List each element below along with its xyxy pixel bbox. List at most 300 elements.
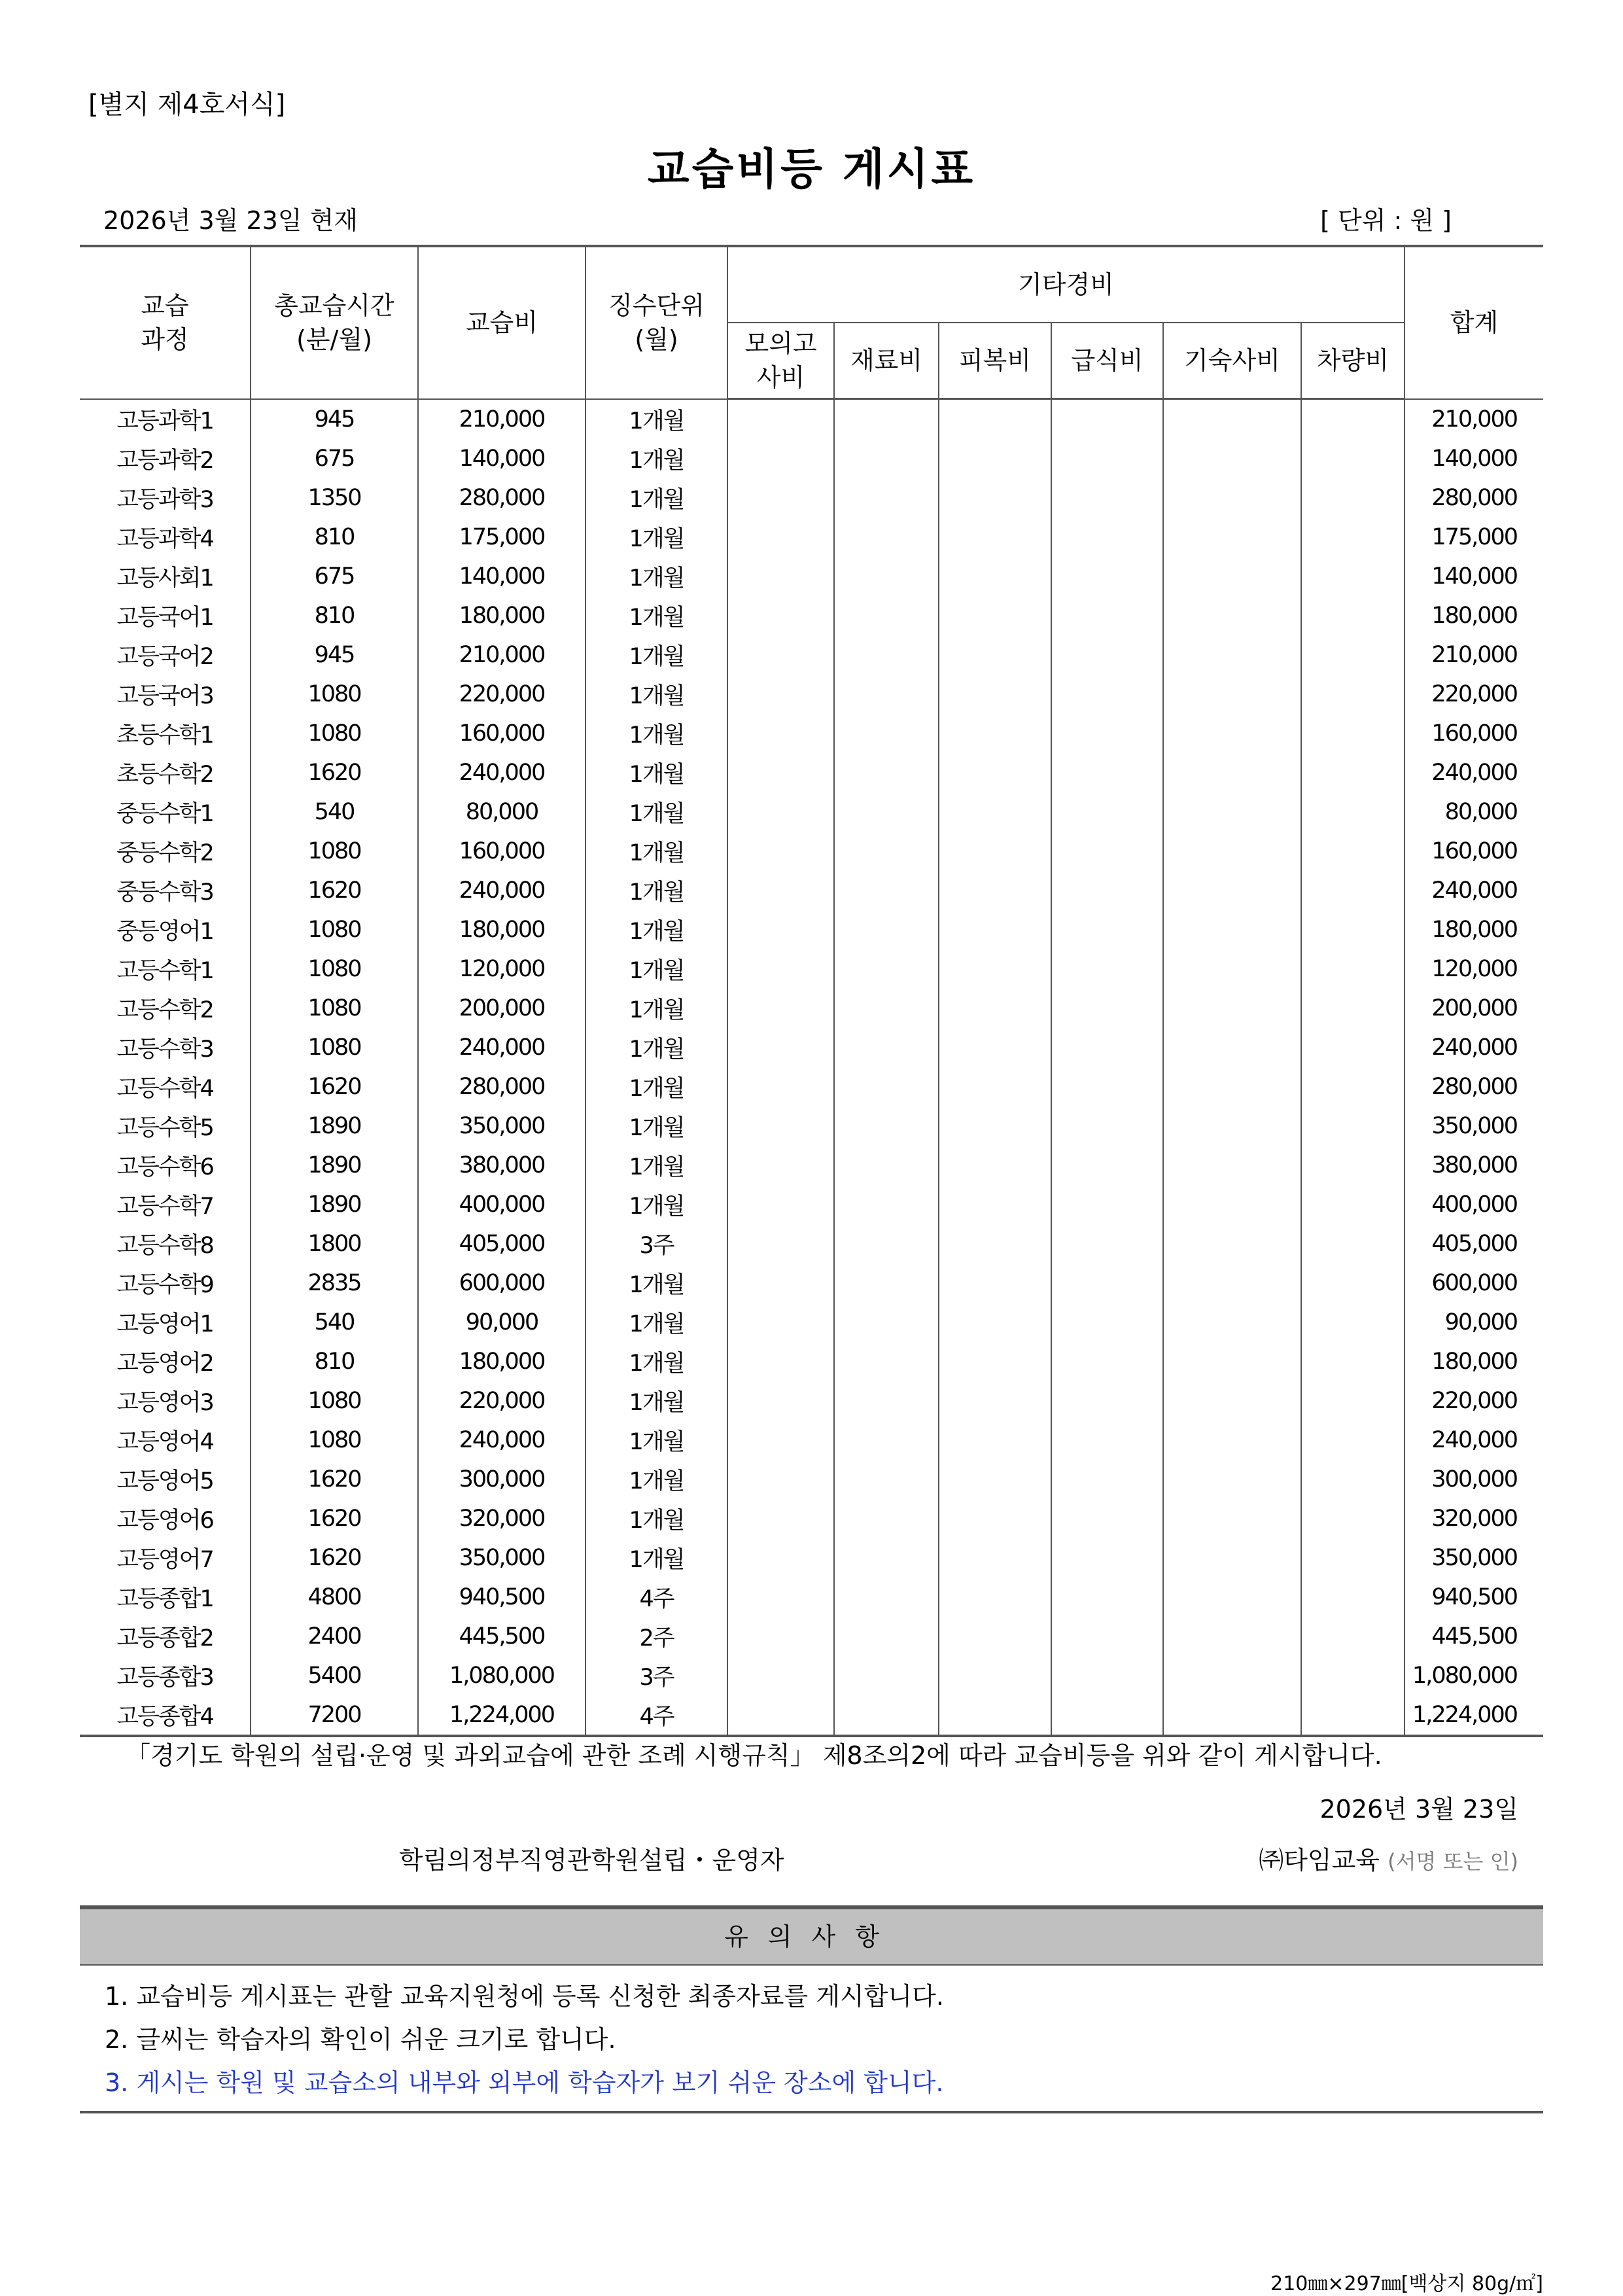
materials-cell xyxy=(834,478,939,518)
dormitory-cell xyxy=(1163,439,1301,478)
mock-exam-cell xyxy=(727,1263,834,1303)
fee-cell: 240,000 xyxy=(418,753,585,792)
collection-unit-cell: 3주 xyxy=(585,1656,727,1695)
mock-exam-cell xyxy=(727,714,834,753)
hours-cell: 1080 xyxy=(251,675,418,714)
total-cell: 220,000 xyxy=(1405,1381,1543,1421)
clothing-cell xyxy=(939,1028,1051,1067)
collection-unit-cell: 4주 xyxy=(585,1578,727,1617)
total-cell: 405,000 xyxy=(1405,1224,1543,1263)
fee-cell: 445,500 xyxy=(418,1617,585,1656)
materials-cell xyxy=(834,1460,939,1499)
dormitory-cell xyxy=(1163,1106,1301,1146)
total-cell: 1,224,000 xyxy=(1405,1695,1543,1736)
total-cell: 280,000 xyxy=(1405,478,1543,518)
fee-cell: 200,000 xyxy=(418,989,585,1028)
mock-exam-cell xyxy=(727,399,834,440)
hours-cell: 1080 xyxy=(251,910,418,949)
materials-cell xyxy=(834,949,939,989)
dormitory-cell xyxy=(1163,832,1301,871)
collection-unit-cell: 1개월 xyxy=(585,910,727,949)
materials-cell xyxy=(834,518,939,557)
vehicle-cell xyxy=(1301,792,1405,832)
header-hours xyxy=(251,246,418,399)
collection-unit-cell: 1개월 xyxy=(585,1028,727,1067)
table-row xyxy=(80,871,1543,910)
meals-cell xyxy=(1051,635,1163,675)
clothing-cell xyxy=(939,518,1051,557)
mock-exam-cell xyxy=(727,910,834,949)
mock-exam-cell xyxy=(727,1617,834,1656)
header-course xyxy=(80,246,251,399)
dormitory-cell xyxy=(1163,1617,1301,1656)
hours-cell: 1890 xyxy=(251,1185,418,1224)
mock-exam-cell xyxy=(727,1695,834,1736)
meals-cell xyxy=(1051,1578,1163,1617)
vehicle-cell xyxy=(1301,1106,1405,1146)
meals-cell xyxy=(1051,792,1163,832)
hours-cell: 810 xyxy=(251,1342,418,1381)
dormitory-cell xyxy=(1163,1381,1301,1421)
dormitory-cell xyxy=(1163,596,1301,635)
table-row xyxy=(80,1342,1543,1381)
vehicle-cell xyxy=(1301,478,1405,518)
vehicle-cell xyxy=(1301,1695,1405,1736)
meals-cell xyxy=(1051,1067,1163,1106)
operator-signature xyxy=(1259,1840,1518,1876)
table-row xyxy=(80,635,1543,675)
clothing-cell xyxy=(939,635,1051,675)
collection-unit-cell: 1개월 xyxy=(585,792,727,832)
total-cell: 140,000 xyxy=(1405,557,1543,596)
header-meals: 급식비 xyxy=(1051,323,1163,399)
vehicle-cell xyxy=(1301,1381,1405,1421)
collection-unit-cell: 3주 xyxy=(585,1224,727,1263)
meals-cell xyxy=(1051,518,1163,557)
materials-cell xyxy=(834,910,939,949)
course-cell: 고등수학9 xyxy=(80,1263,251,1303)
meals-cell xyxy=(1051,1263,1163,1303)
total-cell: 1,080,000 xyxy=(1405,1656,1543,1695)
materials-cell xyxy=(834,1342,939,1381)
vehicle-cell xyxy=(1301,635,1405,675)
dormitory-cell xyxy=(1163,518,1301,557)
dormitory-cell xyxy=(1163,949,1301,989)
total-cell: 600,000 xyxy=(1405,1263,1543,1303)
vehicle-cell xyxy=(1301,596,1405,635)
fee-cell: 180,000 xyxy=(418,1342,585,1381)
notes-list xyxy=(80,1966,1543,2111)
dormitory-cell xyxy=(1163,714,1301,753)
table-row xyxy=(80,1381,1543,1421)
hours-cell: 1620 xyxy=(251,1460,418,1499)
table-row xyxy=(80,518,1543,557)
hours-cell: 5400 xyxy=(251,1656,418,1695)
mock-exam-cell xyxy=(727,596,834,635)
materials-cell xyxy=(834,1263,939,1303)
collection-unit-cell: 1개월 xyxy=(585,1303,727,1342)
table-row xyxy=(80,1656,1543,1695)
hours-cell: 945 xyxy=(251,635,418,675)
clothing-cell xyxy=(939,1263,1051,1303)
hours-cell: 1080 xyxy=(251,949,418,989)
collection-unit-cell: 1개월 xyxy=(585,1499,727,1538)
materials-cell xyxy=(834,1578,939,1617)
mock-exam-cell xyxy=(727,1421,834,1460)
total-cell: 80,000 xyxy=(1405,792,1543,832)
mock-exam-cell xyxy=(727,753,834,792)
collection-unit-cell: 1개월 xyxy=(585,439,727,478)
header-fee: 교습비 xyxy=(418,246,585,399)
total-cell: 120,000 xyxy=(1405,949,1543,989)
course-cell: 중등영어1 xyxy=(80,910,251,949)
vehicle-cell xyxy=(1301,1421,1405,1460)
header-other-expenses: 기타경비 xyxy=(727,246,1405,323)
dormitory-cell xyxy=(1163,1578,1301,1617)
meals-cell xyxy=(1051,1656,1163,1695)
materials-cell xyxy=(834,832,939,871)
collection-unit-cell: 1개월 xyxy=(585,675,727,714)
course-cell: 고등국어2 xyxy=(80,635,251,675)
total-cell: 160,000 xyxy=(1405,714,1543,753)
course-cell: 고등과학1 xyxy=(80,399,251,440)
course-cell: 고등종합1 xyxy=(80,1578,251,1617)
clothing-cell xyxy=(939,1342,1051,1381)
meals-cell xyxy=(1051,989,1163,1028)
total-cell: 240,000 xyxy=(1405,753,1543,792)
form-label: [별지 제4호서식] xyxy=(88,90,286,120)
table-row xyxy=(80,1538,1543,1578)
hours-cell: 810 xyxy=(251,596,418,635)
hours-cell: 675 xyxy=(251,439,418,478)
collection-unit-cell: 1개월 xyxy=(585,832,727,871)
vehicle-cell xyxy=(1301,871,1405,910)
total-cell: 350,000 xyxy=(1405,1106,1543,1146)
total-cell: 175,000 xyxy=(1405,518,1543,557)
total-cell: 300,000 xyxy=(1405,1460,1543,1499)
fee-cell: 210,000 xyxy=(418,635,585,675)
table-row xyxy=(80,910,1543,949)
mock-exam-cell xyxy=(727,478,834,518)
collection-unit-cell: 1개월 xyxy=(585,949,727,989)
fee-cell: 240,000 xyxy=(418,1028,585,1067)
notes-box xyxy=(80,1905,1543,2113)
vehicle-cell xyxy=(1301,1028,1405,1067)
collection-unit-cell: 1개월 xyxy=(585,557,727,596)
mock-exam-cell xyxy=(727,1028,834,1067)
meals-cell xyxy=(1051,1303,1163,1342)
total-cell: 280,000 xyxy=(1405,1067,1543,1106)
course-cell: 고등과학3 xyxy=(80,478,251,518)
materials-cell xyxy=(834,753,939,792)
hours-cell: 945 xyxy=(251,399,418,440)
materials-cell xyxy=(834,557,939,596)
table-row xyxy=(80,753,1543,792)
table-row xyxy=(80,949,1543,989)
materials-cell xyxy=(834,1185,939,1224)
clothing-cell xyxy=(939,1185,1051,1224)
table-row xyxy=(80,714,1543,753)
total-cell: 180,000 xyxy=(1405,596,1543,635)
materials-cell xyxy=(834,596,939,635)
legal-statement: 「경기도 학원의 설립·운영 및 과외교습에 관한 조례 시행규칙」 제8조의2에 따라 교습비등을 위와 같이 게시합니다. xyxy=(126,1741,1382,1770)
dormitory-cell xyxy=(1163,1303,1301,1342)
vehicle-cell xyxy=(1301,399,1405,440)
materials-cell xyxy=(834,714,939,753)
vehicle-cell xyxy=(1301,1146,1405,1185)
header-hours-label: 총교습시간 (분/월) xyxy=(274,291,394,355)
mock-exam-cell xyxy=(727,1656,834,1695)
meals-cell xyxy=(1051,1028,1163,1067)
meals-cell xyxy=(1051,478,1163,518)
total-cell: 320,000 xyxy=(1405,1499,1543,1538)
hours-cell: 1350 xyxy=(251,478,418,518)
dormitory-cell xyxy=(1163,1028,1301,1067)
fee-cell: 80,000 xyxy=(418,792,585,832)
mock-exam-cell xyxy=(727,518,834,557)
fee-cell: 180,000 xyxy=(418,596,585,635)
hours-cell: 1890 xyxy=(251,1106,418,1146)
paper-size-note: 210㎜×297㎜[백상지 80g/㎡] xyxy=(1270,2272,1543,2295)
hours-cell: 540 xyxy=(251,792,418,832)
materials-cell xyxy=(834,1421,939,1460)
course-cell: 고등수학7 xyxy=(80,1185,251,1224)
clothing-cell xyxy=(939,1460,1051,1499)
clothing-cell xyxy=(939,1499,1051,1538)
fee-cell: 280,000 xyxy=(418,1067,585,1106)
collection-unit-cell: 1개월 xyxy=(585,1421,727,1460)
clothing-cell xyxy=(939,832,1051,871)
materials-cell xyxy=(834,675,939,714)
vehicle-cell xyxy=(1301,1460,1405,1499)
vehicle-cell xyxy=(1301,1185,1405,1224)
course-cell: 초등수학1 xyxy=(80,714,251,753)
course-cell: 고등사회1 xyxy=(80,557,251,596)
collection-unit-cell: 1개월 xyxy=(585,1185,727,1224)
vehicle-cell xyxy=(1301,675,1405,714)
meals-cell xyxy=(1051,675,1163,714)
meals-cell xyxy=(1051,557,1163,596)
materials-cell xyxy=(834,1538,939,1578)
table-row xyxy=(80,1421,1543,1460)
dormitory-cell xyxy=(1163,675,1301,714)
total-cell: 180,000 xyxy=(1405,910,1543,949)
hours-cell: 4800 xyxy=(251,1578,418,1617)
clothing-cell xyxy=(939,675,1051,714)
notes-heading: 유의사항 xyxy=(80,1909,1543,1966)
dormitory-cell xyxy=(1163,399,1301,440)
hours-cell: 1620 xyxy=(251,753,418,792)
course-cell: 고등국어1 xyxy=(80,596,251,635)
meals-cell xyxy=(1051,1185,1163,1224)
meals-cell xyxy=(1051,910,1163,949)
materials-cell xyxy=(834,1381,939,1421)
mock-exam-cell xyxy=(727,1067,834,1106)
dormitory-cell xyxy=(1163,792,1301,832)
dormitory-cell xyxy=(1163,557,1301,596)
collection-unit-cell: 1개월 xyxy=(585,635,727,675)
header-course-label: 교습 과정 xyxy=(141,291,189,355)
course-cell: 고등영어2 xyxy=(80,1342,251,1381)
fee-cell: 140,000 xyxy=(418,557,585,596)
vehicle-cell xyxy=(1301,1224,1405,1263)
course-cell: 고등영어4 xyxy=(80,1421,251,1460)
hours-cell: 1080 xyxy=(251,1381,418,1421)
total-cell: 140,000 xyxy=(1405,439,1543,478)
fee-cell: 400,000 xyxy=(418,1185,585,1224)
fee-cell: 380,000 xyxy=(418,1146,585,1185)
vehicle-cell xyxy=(1301,1617,1405,1656)
mock-exam-cell xyxy=(727,1578,834,1617)
mock-exam-cell xyxy=(727,1224,834,1263)
table-row xyxy=(80,1263,1543,1303)
table-row xyxy=(80,1185,1543,1224)
materials-cell xyxy=(834,439,939,478)
clothing-cell xyxy=(939,1617,1051,1656)
hours-cell: 2400 xyxy=(251,1617,418,1656)
total-cell: 200,000 xyxy=(1405,989,1543,1028)
total-cell: 90,000 xyxy=(1405,1303,1543,1342)
hours-cell: 810 xyxy=(251,518,418,557)
hours-cell: 1080 xyxy=(251,714,418,753)
fee-cell: 350,000 xyxy=(418,1538,585,1578)
header-dormitory: 기숙사비 xyxy=(1163,323,1301,399)
hours-cell: 1620 xyxy=(251,871,418,910)
vehicle-cell xyxy=(1301,1067,1405,1106)
dormitory-cell xyxy=(1163,1695,1301,1736)
meals-cell xyxy=(1051,1460,1163,1499)
clothing-cell xyxy=(939,1421,1051,1460)
collection-unit-cell: 1개월 xyxy=(585,596,727,635)
table-row xyxy=(80,1028,1543,1067)
dormitory-cell xyxy=(1163,1421,1301,1460)
collection-unit-cell: 1개월 xyxy=(585,1342,727,1381)
fee-cell: 300,000 xyxy=(418,1460,585,1499)
table-row xyxy=(80,1578,1543,1617)
operator-label: 학림의정부직영관학원설립・운영자 xyxy=(399,1846,784,1875)
materials-cell xyxy=(834,1617,939,1656)
fee-cell: 160,000 xyxy=(418,714,585,753)
fee-cell: 90,000 xyxy=(418,1303,585,1342)
clothing-cell xyxy=(939,478,1051,518)
clothing-cell xyxy=(939,714,1051,753)
vehicle-cell xyxy=(1301,753,1405,792)
dormitory-cell xyxy=(1163,635,1301,675)
fee-cell: 180,000 xyxy=(418,910,585,949)
vehicle-cell xyxy=(1301,518,1405,557)
posting-date: 2026년 3월 23일 xyxy=(1319,1795,1518,1824)
clothing-cell xyxy=(939,989,1051,1028)
fee-cell: 210,000 xyxy=(418,399,585,440)
vehicle-cell xyxy=(1301,1578,1405,1617)
hours-cell: 1620 xyxy=(251,1538,418,1578)
materials-cell xyxy=(834,989,939,1028)
materials-cell xyxy=(834,1656,939,1695)
meals-cell xyxy=(1051,753,1163,792)
mock-exam-cell xyxy=(727,1146,834,1185)
mock-exam-cell xyxy=(727,1106,834,1146)
course-cell: 고등수학1 xyxy=(80,949,251,989)
mock-exam-cell xyxy=(727,989,834,1028)
clothing-cell xyxy=(939,596,1051,635)
collection-unit-cell: 1개월 xyxy=(585,1460,727,1499)
total-cell: 240,000 xyxy=(1405,871,1543,910)
fee-cell: 320,000 xyxy=(418,1499,585,1538)
clothing-cell xyxy=(939,1106,1051,1146)
hours-cell: 1620 xyxy=(251,1067,418,1106)
note-item-2: 2. 글씨는 학습자의 확인이 쉬운 크기로 합니다. xyxy=(105,2025,616,2054)
hours-cell: 1890 xyxy=(251,1146,418,1185)
course-cell: 초등수학2 xyxy=(80,753,251,792)
course-cell: 고등영어3 xyxy=(80,1381,251,1421)
meals-cell xyxy=(1051,1617,1163,1656)
course-cell: 고등영어6 xyxy=(80,1499,251,1538)
mock-exam-cell xyxy=(727,1185,834,1224)
vehicle-cell xyxy=(1301,1342,1405,1381)
clothing-cell xyxy=(939,792,1051,832)
hours-cell: 1080 xyxy=(251,1028,418,1067)
materials-cell xyxy=(834,1028,939,1067)
mock-exam-cell xyxy=(727,792,834,832)
total-cell: 350,000 xyxy=(1405,1538,1543,1578)
collection-unit-cell: 1개월 xyxy=(585,1146,727,1185)
mock-exam-cell xyxy=(727,1499,834,1538)
hours-cell: 675 xyxy=(251,557,418,596)
clothing-cell xyxy=(939,1538,1051,1578)
course-cell: 고등수학8 xyxy=(80,1224,251,1263)
mock-exam-cell xyxy=(727,635,834,675)
dormitory-cell xyxy=(1163,478,1301,518)
course-cell: 고등과학4 xyxy=(80,518,251,557)
currency-unit: [ 단위 : 원 ] xyxy=(1320,206,1452,235)
meals-cell xyxy=(1051,596,1163,635)
collection-unit-cell: 1개월 xyxy=(585,1538,727,1578)
header-collection-unit xyxy=(585,246,727,399)
collection-unit-cell: 2주 xyxy=(585,1617,727,1656)
fee-cell: 405,000 xyxy=(418,1224,585,1263)
clothing-cell xyxy=(939,910,1051,949)
dormitory-cell xyxy=(1163,1342,1301,1381)
materials-cell xyxy=(834,1106,939,1146)
collection-unit-cell: 1개월 xyxy=(585,714,727,753)
dormitory-cell xyxy=(1163,1224,1301,1263)
fee-cell: 140,000 xyxy=(418,439,585,478)
course-cell: 고등수학3 xyxy=(80,1028,251,1067)
fee-cell: 120,000 xyxy=(418,949,585,989)
hours-cell: 1620 xyxy=(251,1499,418,1538)
fee-cell: 1,224,000 xyxy=(418,1695,585,1736)
table-row xyxy=(80,478,1543,518)
meals-cell xyxy=(1051,832,1163,871)
dormitory-cell xyxy=(1163,1460,1301,1499)
collection-unit-cell: 4주 xyxy=(585,1695,727,1736)
dormitory-cell xyxy=(1163,1146,1301,1185)
total-cell: 210,000 xyxy=(1405,635,1543,675)
table-row xyxy=(80,1695,1543,1736)
table-row xyxy=(80,1146,1543,1185)
header-mock-exam-label: 모의고 사비 xyxy=(744,329,817,392)
fee-cell: 220,000 xyxy=(418,675,585,714)
table-row xyxy=(80,557,1543,596)
vehicle-cell xyxy=(1301,439,1405,478)
clothing-cell xyxy=(939,753,1051,792)
course-cell: 고등수학2 xyxy=(80,989,251,1028)
collection-unit-cell: 1개월 xyxy=(585,399,727,440)
total-cell: 380,000 xyxy=(1405,1146,1543,1185)
meals-cell xyxy=(1051,1538,1163,1578)
dormitory-cell xyxy=(1163,1067,1301,1106)
meals-cell xyxy=(1051,1499,1163,1538)
